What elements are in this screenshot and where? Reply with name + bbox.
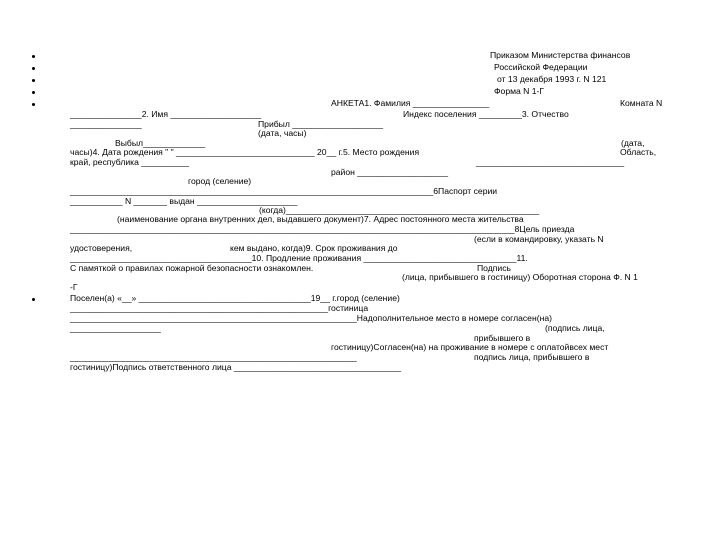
text-segment: кем выдано, когда)9. Срок проживания до xyxy=(230,243,398,253)
text-segment: Приказом Министерства финансов xyxy=(490,50,631,60)
certificate-line xyxy=(0,243,720,253)
anketa-line xyxy=(0,98,720,108)
reverse-side-line xyxy=(0,272,720,282)
extra-place-line xyxy=(0,313,720,323)
passport-line xyxy=(0,186,720,196)
text-segment: гостиницу)Подпись ответственного лица ___________________________________ xyxy=(70,362,402,372)
text-segment: (когда)_____________________________________________________ xyxy=(259,205,540,215)
text-segment: город (селение) xyxy=(188,176,252,186)
form-suffix-line xyxy=(0,282,720,292)
text-segment: (наименование органа внутренних дел, выдавшего документ)7. Адрес постоянного места жительства xyxy=(117,214,524,224)
text-segment: (дата, xyxy=(621,138,645,148)
birth-line xyxy=(0,147,720,157)
text-segment: удостоверения, xyxy=(70,243,133,253)
text-segment: Прибыл ___________________ xyxy=(258,119,384,129)
text-segment: (если в командировку, указать N xyxy=(474,234,604,244)
responsible-signature-line xyxy=(0,362,720,372)
text-segment: район ___________________ xyxy=(331,167,449,177)
date-hours-line xyxy=(0,128,720,138)
text-segment: (дата, часы) xyxy=(258,128,307,138)
order-line xyxy=(0,50,720,60)
settled-line xyxy=(0,293,720,303)
agreement-line xyxy=(0,342,720,352)
text-segment: Выбыл_____________ xyxy=(115,138,206,148)
text-segment: подпись лица, прибывшего в xyxy=(474,352,590,362)
text-segment: С памяткой о правилах пожарной безопасности ознакомлен. xyxy=(70,263,314,273)
purpose-line xyxy=(0,224,720,234)
text-segment: Поселен(а) «__» ____________________________________19__ г.город (селение) xyxy=(70,293,400,303)
text-segment: ____________________________________________________________________________6Паспорт серии xyxy=(70,186,498,196)
authority-line xyxy=(0,214,720,224)
text-segment: от 13 декабря 1993 г. N 121 xyxy=(497,74,607,84)
extension-line xyxy=(0,253,720,263)
text-segment: прибывшего в xyxy=(474,333,531,343)
signature-person-line xyxy=(0,352,720,362)
hotel-line xyxy=(0,303,720,313)
text-segment: ______________________________________________________гостиница xyxy=(70,303,369,313)
text-segment: ______________________________________10. Продление проживания ________________________________11. xyxy=(70,253,528,263)
text-segment: Российской Федерации xyxy=(494,62,588,72)
text-segment: (подпись лица, xyxy=(545,323,605,333)
text-segment: _______________2. Имя ___________________ xyxy=(70,109,262,119)
text-segment: Комната N xyxy=(620,98,663,108)
federation-line xyxy=(0,62,720,72)
text-segment: ____________________________________________________________ xyxy=(70,352,357,362)
city-line xyxy=(0,176,720,186)
text-segment: -Г xyxy=(70,282,78,292)
text-segment: Область, xyxy=(620,147,657,157)
text-segment: край, республика __________ xyxy=(70,157,190,167)
text-segment: часы)4. Дата рождения " " _____________________________ 20__ г.5. Место рождения xyxy=(70,147,420,157)
text-segment: ___________________ xyxy=(70,323,161,333)
text-segment: гостиницу)Согласен(на) на проживание в номере с оплатойвсех мест xyxy=(331,342,609,352)
date-line xyxy=(0,74,720,84)
text-segment: _______________________________ xyxy=(476,157,625,167)
signature-line xyxy=(0,323,720,333)
form-number-line xyxy=(0,86,720,96)
name-line xyxy=(0,109,720,119)
text-segment: _____________________________________________________________________________________________8Цель приезда xyxy=(70,224,575,234)
text-segment: АНКЕТА1. Фамилия ________________ xyxy=(331,98,490,108)
text-segment: (лица, прибывшего в гостиницу) Оборотная сторона Ф. N 1 xyxy=(402,272,638,282)
text-segment: Индекс поселения _________3. Отчество xyxy=(403,109,569,119)
text-segment: _______________ xyxy=(70,119,142,129)
text-segment: Форма N 1-Г xyxy=(494,86,545,96)
text-segment: ___________ N _______ выдан _____________________ xyxy=(70,196,298,206)
text-segment: Подпись xyxy=(477,263,512,273)
region-line xyxy=(0,157,720,167)
text-segment: ____________________________________________________________Надополнительное место в номере согласен(на) xyxy=(70,313,552,323)
